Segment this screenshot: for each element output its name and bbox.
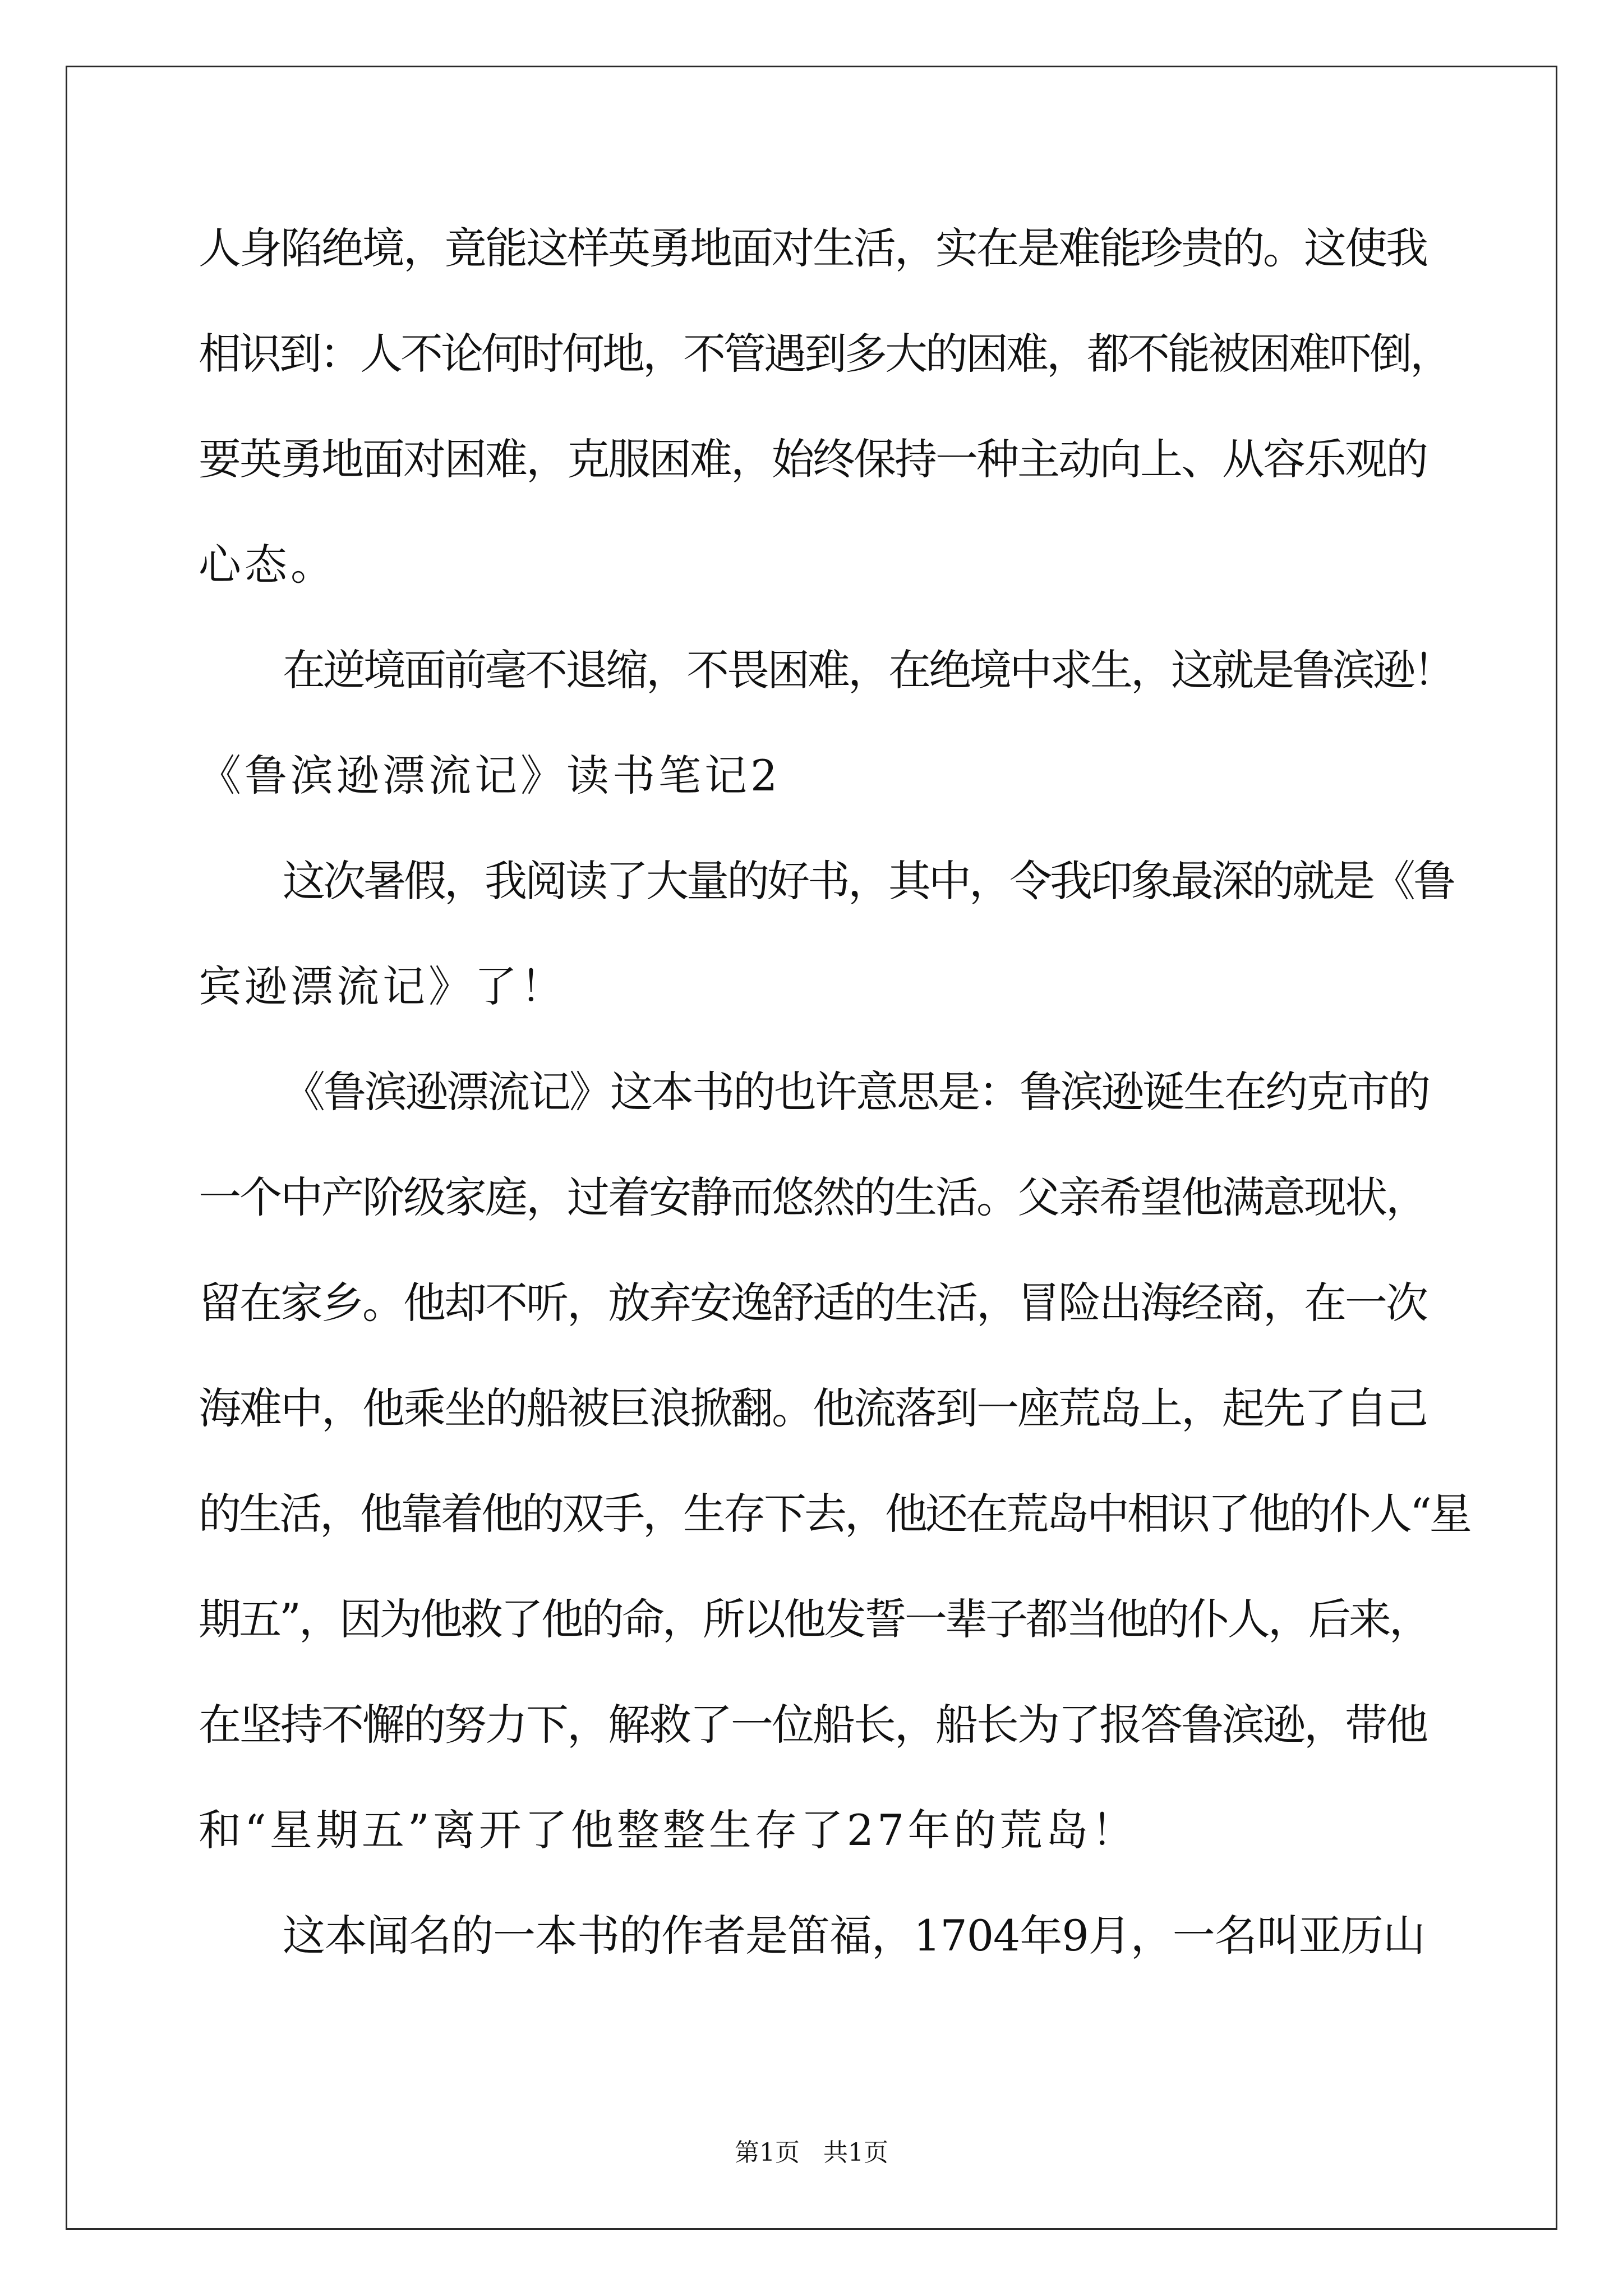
text-line: 在逆境面前毫不退缩，不畏困难，在绝境中求生，这就是鲁滨逊！ — [283, 645, 1454, 695]
text-line: 留在家乡。他却不听，放弃安逸舒适的生活，冒险出海经商，在一次 — [199, 1278, 1427, 1328]
text-line: 《鲁滨逊漂流记》这本书的也许意思是：鲁滨逊诞生在约克市的 — [283, 1067, 1429, 1117]
text-line: 相识到：人不论何时何地，不管遇到多大的困难，都不能被困难吓倒， — [199, 329, 1450, 379]
text-line: 心态。 — [199, 540, 336, 590]
text-line: 这次暑假，我阅读了大量的好书，其中，令我印象最深的就是《鲁 — [283, 856, 1454, 906]
text-line: 要英勇地面对困难，克服困难，始终保持一种主动向上、从容乐观的 — [199, 434, 1427, 484]
text-line: 一个中产阶级家庭，过着安静而悠然的生活。父亲希望他满意现状， — [199, 1172, 1427, 1222]
section-heading: 《鲁滨逊漂流记》读书笔记2 — [199, 751, 781, 800]
text-line: 和“星期五”离开了他整整生存了27年的荒岛！ — [199, 1805, 1138, 1855]
page-border — [66, 66, 1557, 2230]
page-footer: 第1页 共1页 — [735, 2138, 888, 2167]
text-line: 期五”，因为他救了他的命，所以他发誓一辈子都当他的仆人，后来， — [199, 1594, 1430, 1644]
text-line: 人身陷绝境，竟能这样英勇地面对生活，实在是难能珍贵的。这使我 — [199, 223, 1427, 273]
text-line: 这本闻名的一本书的作者是笛福，1704年9月，一名叫亚历山 — [283, 1911, 1425, 1961]
text-line: 宾逊漂流记》了！ — [199, 961, 566, 1011]
text-line: 的生活，他靠着他的双手，生存下去，他还在荒岛中相识了他的仆人“星 — [199, 1489, 1470, 1539]
text-line: 海难中，他乘坐的船被巨浪掀翻。他流落到一座荒岛上，起先了自己 — [199, 1383, 1427, 1433]
text-line: 在坚持不懈的努力下，解救了一位船长，船长为了报答鲁滨逊，带他 — [199, 1700, 1427, 1750]
